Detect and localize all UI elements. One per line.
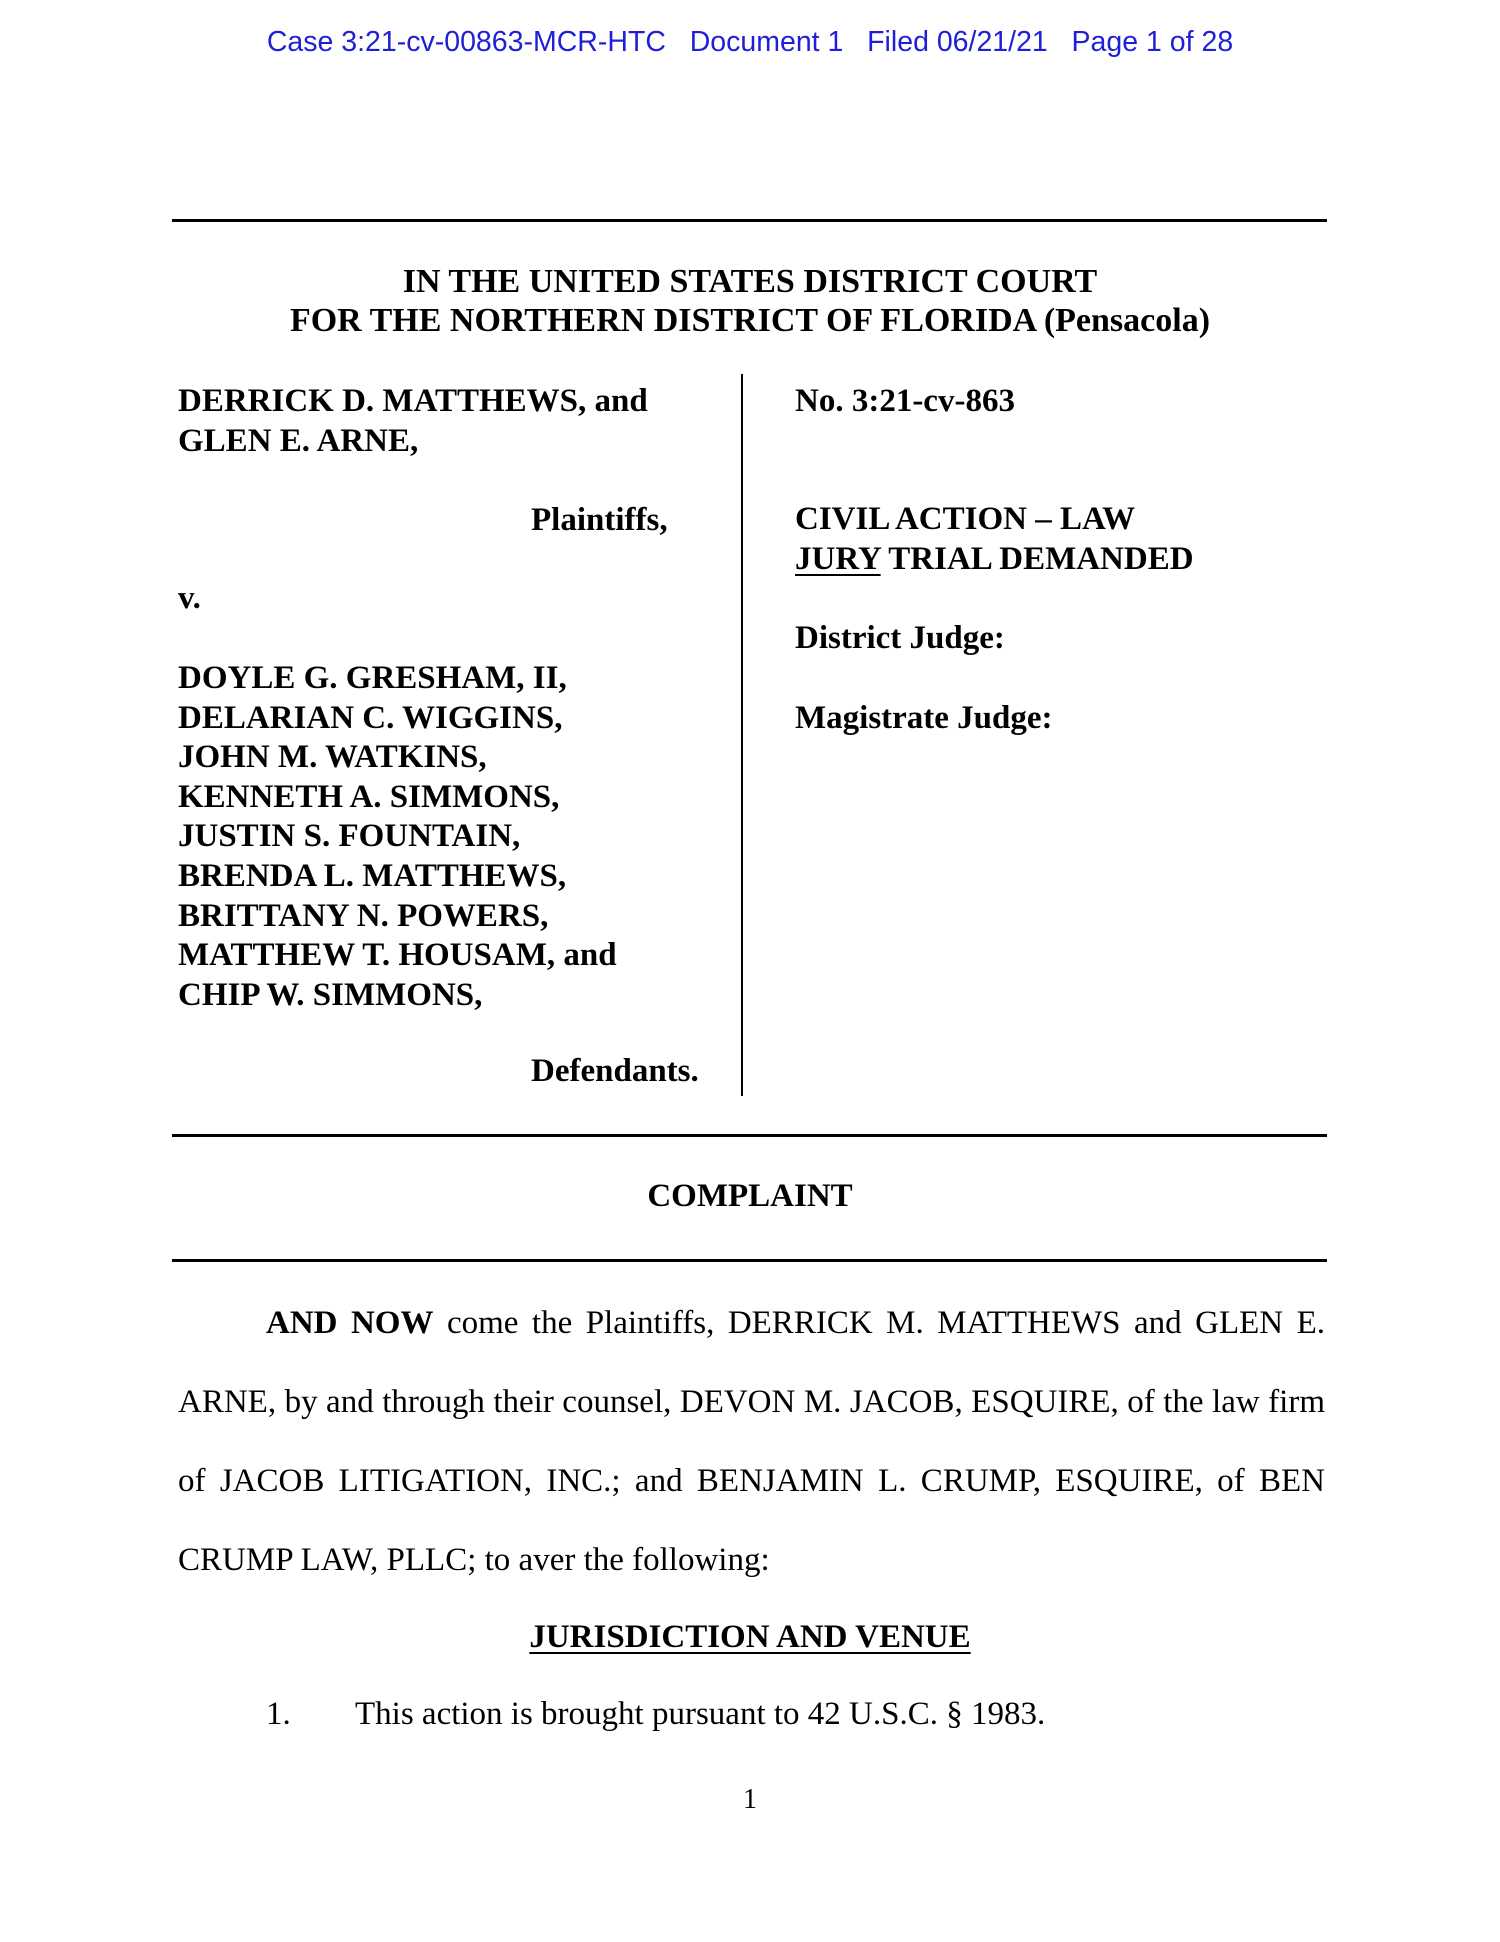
jury-word: JURY: [795, 541, 881, 577]
defendant-name: BRENDA L. MATTHEWS,: [178, 857, 567, 894]
defendant-name: KENNETH A. SIMMONS,: [178, 778, 560, 815]
case-number: Case 3:21-cv-00863-MCR-HTC: [266, 26, 666, 58]
defendant-name: DOYLE G. GRESHAM, II,: [178, 660, 567, 696]
item-text: This action is brought pursuant to 42 U.S.C. § 1983.: [355, 1696, 1046, 1732]
plaintiff-name: DERRICK D. MATTHEWS, and: [178, 383, 648, 419]
defendant-name: CHIP W. SIMMONS,: [178, 976, 483, 1013]
court-district: FOR THE NORTHERN DISTRICT OF FLORIDA (Pensacola): [289, 302, 1211, 339]
plaintiffs-names: [178, 382, 648, 461]
title-bottom-rule: [172, 1259, 1327, 1262]
top-rule: [172, 219, 1327, 222]
defendant-name: MATTHEW T. HOUSAM, and: [178, 937, 617, 974]
plaintiffs-label: Plaintiffs,: [531, 502, 668, 538]
defendant-name: JUSTIN S. FOUNTAIN,: [178, 818, 521, 855]
intro-text: come the Plaintiffs, DERRICK M. MATTHEWS and GLEN E. ARNE, by and through their counsel, DEVON M. JACOB, ESQUIRE, of the law firm of JACOB LITIGATION, INC.; and BENJAMIN L. CRUMP, ESQUIRE, of BEN CRUMP LAW, PLLC; to aver the following:: [178, 1305, 1326, 1578]
versus: v.: [178, 580, 201, 616]
intro-paragraph: [178, 1284, 1325, 1600]
document-title: COMPLAINT: [647, 1178, 853, 1214]
page-number: 1: [743, 1784, 757, 1815]
magistrate-judge: Magistrate Judge:: [795, 700, 1053, 736]
caption-divider: [741, 374, 743, 1096]
case-header: [0, 26, 1500, 59]
jury-rest: TRIAL DEMANDED: [880, 541, 1194, 577]
defendant-name: JOHN M. WATKINS,: [178, 739, 487, 776]
plaintiff-name: GLEN E. ARNE,: [178, 422, 419, 459]
court-name: IN THE UNITED STATES DISTRICT COURT: [402, 263, 1098, 300]
defendant-name: DELARIAN C. WIGGINS,: [178, 699, 563, 736]
page-of: Page 1 of 28: [1071, 26, 1234, 58]
section-heading-text: JURISDICTION AND VENUE: [529, 1619, 971, 1655]
document-number: Document 1: [689, 26, 844, 58]
item-number: 1.: [266, 1696, 291, 1732]
defendant-name: BRITTANY N. POWERS,: [178, 897, 549, 934]
defendants-names: [178, 659, 617, 1015]
jury-demand: [795, 540, 1194, 580]
section-heading: [0, 1619, 1500, 1656]
caption-bottom-rule: [172, 1134, 1327, 1137]
civil-action: CIVIL ACTION – LAW: [795, 501, 1136, 537]
case-no: No. 3:21-cv-863: [795, 383, 1015, 419]
intro-lead: AND NOW: [266, 1305, 434, 1341]
filed-date: Filed 06/21/21: [867, 26, 1048, 58]
district-judge: District Judge:: [795, 620, 1005, 656]
defendants-label: Defendants.: [531, 1053, 699, 1089]
